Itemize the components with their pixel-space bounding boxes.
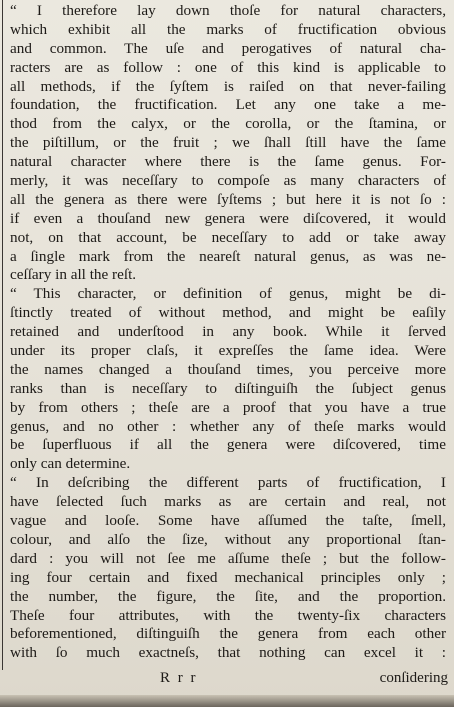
text-line: foundation, the fructification. Let any one take a me- xyxy=(10,96,446,114)
text-line: “ In deſcribing the different parts of fructification, I xyxy=(10,474,446,492)
body-text xyxy=(10,2,446,663)
text-line: ceſſary in all the reſt. xyxy=(10,266,137,284)
text-line: “ This character, or definition of genus, might be di- xyxy=(10,285,446,303)
margin-rule xyxy=(2,0,3,670)
text-line: thod from the calyx, or the corolla, or the ſtamina, or xyxy=(10,115,446,133)
text-line: racters are as follow : one of this kind is applicable to xyxy=(10,58,446,76)
signature-mark: R r r xyxy=(160,670,198,686)
text-line: “ I therefore lay down thoſe for natural characters, xyxy=(10,2,446,19)
text-line: dard : you will not ſee me aſſume theſe ; but the follow- xyxy=(10,549,446,567)
catchword: conſidering xyxy=(379,670,448,686)
text-line: a ſingle mark from the neareſt natural genus, as was ne- xyxy=(10,247,446,265)
text-line: the number, the figure, the ſite, and the proportion. xyxy=(10,587,446,605)
text-line: the names changed a thouſand times, you perceive more xyxy=(10,360,446,378)
text-line: with ſo much exactneſs, that nothing can excel it : xyxy=(10,644,446,662)
text-line: ranks than is neceſſary to diſtinguiſh the ſubject genus xyxy=(10,379,446,397)
text-line: retained and underſtood in any book. While it ſerved xyxy=(10,323,446,341)
text-line: Theſe four attributes, with the twenty-ſix characters xyxy=(10,606,446,624)
text-line: ſtinctly treated of without method, and might be eaſily xyxy=(10,304,446,322)
text-line: vague and looſe. Some have aſſumed the taſte, ſmell, xyxy=(10,512,446,530)
text-line: and common. The uſe and perogatives of natural cha- xyxy=(10,39,446,57)
page-footer xyxy=(0,670,454,692)
text-line: not, on that account, be neceſſary to add or take away xyxy=(10,228,446,246)
text-line: be ſuperfluous if all the genera were diſcovered, time xyxy=(10,436,446,454)
text-line: colour, and alſo the ſize, without any proportional ſtan- xyxy=(10,530,446,548)
text-line: natural character where there is the ſame genus. For- xyxy=(10,153,446,171)
text-line: beforementioned, diſtinguiſh the genera from each other xyxy=(10,625,446,643)
text-line: the piſtillum, or the fruit ; we ſhall ſtill have the ſame xyxy=(10,134,446,152)
text-line: ing four certain and fixed mechanical principles only ; xyxy=(10,568,446,586)
text-line: all the genera as there were ſyſtems ; but here it is not ſo : xyxy=(10,190,446,208)
text-line: which exhibit all the marks of fructification obvious xyxy=(10,20,446,38)
text-line: under its proper claſs, it expreſſes the ſame idea. Were xyxy=(10,342,446,360)
paragraph-1 xyxy=(10,2,446,285)
text-line: genus, and no other : whether any of theſe marks would xyxy=(10,417,446,435)
paragraph-2 xyxy=(10,285,446,474)
text-line: if even a thouſand new genera were diſcovered, it would xyxy=(10,209,446,227)
page-bottom-edge xyxy=(0,695,454,707)
text-line: have ſelected ſuch marks as are certain and real, not xyxy=(10,493,446,511)
text-line: by from others ; theſe are a proof that you have a true xyxy=(10,398,446,416)
text-line: only can determine. xyxy=(10,455,131,473)
text-line: all methods, if the ſyſtem is raiſed on that never-failing xyxy=(10,77,446,95)
text-line: merly, it was neceſſary to compoſe as many characters of xyxy=(10,172,446,190)
paragraph-3 xyxy=(10,474,446,663)
